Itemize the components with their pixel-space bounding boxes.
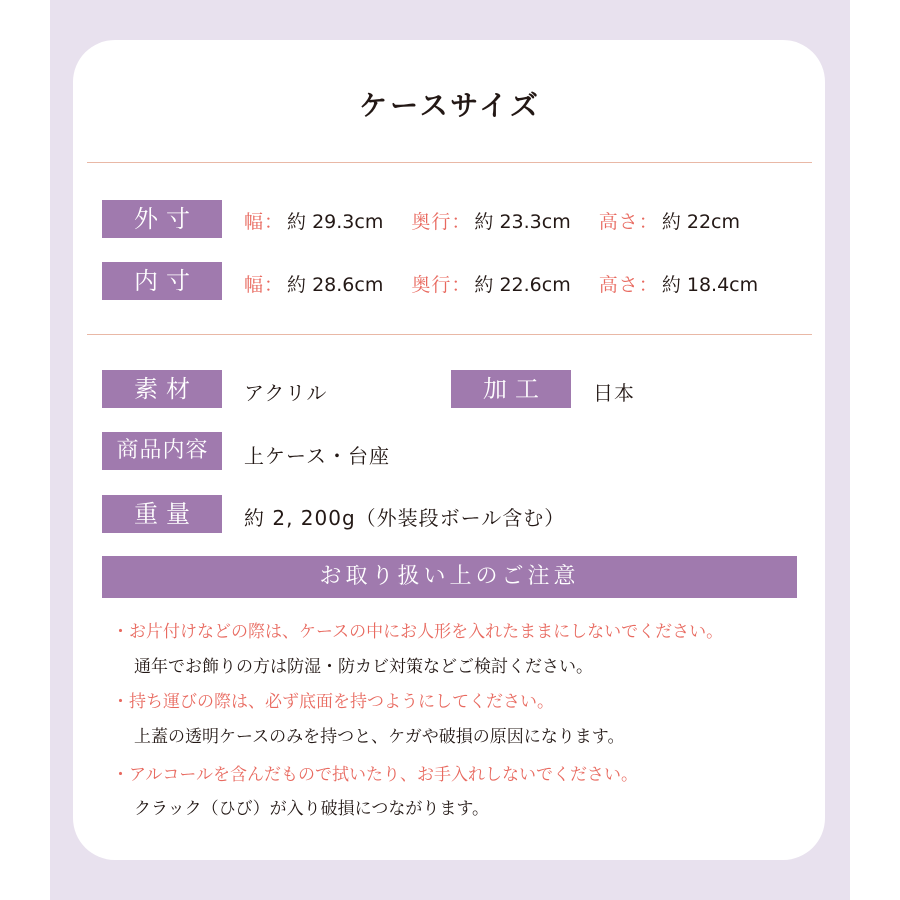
inner-height-value: 約 18.4cm — [661, 274, 759, 296]
inner-width-value: 約 28.6cm — [287, 274, 384, 296]
inner-height-key: 高さ — [598, 274, 639, 296]
notice-detail-3: クラック（ひび）が入り破損につながります。 — [134, 799, 489, 819]
notice-warning-1: ・お片付けなどの際は、ケースの中にお人形を入れたままにしないでください。 — [112, 622, 724, 642]
middle-divider — [87, 334, 812, 335]
notice-warning-3: ・アルコールを含んだもので拭いたり、お手入れしないでください。 — [112, 765, 638, 785]
inner-size-label: 内寸 — [102, 262, 222, 300]
notice-detail-2: 上蓋の透明ケースのみを持つと、ケガや破損の原因になります。 — [134, 727, 625, 747]
notice-detail-1: 通年でお飾りの方は防湿・防カビ対策などご検討ください。 — [134, 657, 593, 677]
processing-label: 加工 — [451, 370, 571, 408]
inner-size-dimensions: 幅： 約 28.6cm 奥行： 約 22.6cm 高さ： 約 18.4cm — [244, 274, 759, 296]
material-label: 素材 — [102, 370, 222, 408]
outer-size-label: 外寸 — [102, 200, 222, 238]
inner-width-key: 幅 — [244, 274, 265, 296]
inner-depth-value: 約 22.6cm — [474, 274, 571, 296]
material-value: アクリル — [244, 381, 328, 405]
outer-height-key: 高さ — [598, 211, 639, 233]
outer-size-dimensions: 幅： 約 29.3cm 奥行： 約 23.3cm 高さ： 約 22cm — [244, 211, 740, 233]
processing-value: 日本 — [593, 381, 635, 405]
outer-height-value: 約 22cm — [661, 211, 740, 233]
notice-header: お取り扱い上のご注意 — [102, 556, 797, 598]
weight-label: 重量 — [102, 495, 222, 533]
contents-value: 上ケース・台座 — [244, 444, 390, 468]
weight-value: 約 2, 200g（外装段ボール含む） — [244, 506, 566, 530]
notice-warning-2: ・持ち運びの際は、必ず底面を持つようにしてください。 — [112, 692, 554, 712]
outer-depth-value: 約 23.3cm — [474, 211, 571, 233]
outer-depth-key: 奥行 — [411, 211, 452, 233]
page-title: ケースサイズ — [359, 89, 541, 122]
contents-label: 商品内容 — [102, 432, 222, 470]
top-divider — [87, 162, 812, 163]
outer-width-value: 約 29.3cm — [287, 211, 384, 233]
inner-depth-key: 奥行 — [411, 274, 452, 296]
outer-width-key: 幅 — [244, 211, 265, 233]
